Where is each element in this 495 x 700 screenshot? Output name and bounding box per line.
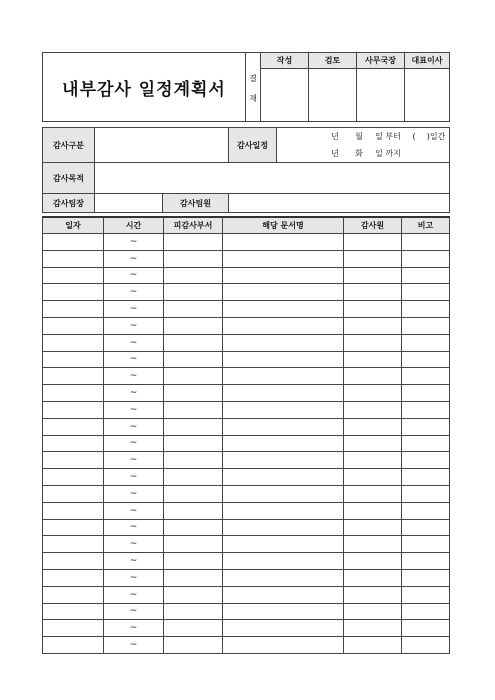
auditor-cell[interactable] bbox=[344, 234, 402, 251]
time-cell[interactable] bbox=[104, 586, 164, 603]
time-range-mark: ~ bbox=[129, 488, 138, 499]
time-cell[interactable] bbox=[104, 519, 164, 536]
document-cell[interactable] bbox=[223, 234, 344, 251]
time-cell[interactable] bbox=[104, 301, 164, 318]
date-cell[interactable] bbox=[43, 284, 104, 301]
remarks-cell[interactable] bbox=[402, 620, 450, 637]
table-row bbox=[43, 469, 450, 486]
time-cell[interactable] bbox=[104, 385, 164, 402]
date-cell[interactable] bbox=[43, 401, 104, 418]
remarks-cell[interactable] bbox=[402, 452, 450, 469]
table-row bbox=[43, 485, 450, 502]
auditor-cell[interactable] bbox=[344, 637, 402, 654]
approval-side-label: 결 재 bbox=[246, 53, 261, 122]
table-row bbox=[43, 603, 450, 620]
table-row bbox=[43, 385, 450, 402]
time-range-mark: ~ bbox=[129, 253, 138, 264]
table-row bbox=[43, 351, 450, 368]
time-cell[interactable] bbox=[104, 250, 164, 267]
time-cell[interactable] bbox=[104, 620, 164, 637]
document-cell[interactable] bbox=[223, 586, 344, 603]
date-cell[interactable] bbox=[43, 250, 104, 267]
document-cell[interactable] bbox=[223, 267, 344, 284]
info-table bbox=[42, 127, 450, 213]
auditor-cell[interactable] bbox=[344, 569, 402, 586]
audit-type-value[interactable] bbox=[95, 128, 229, 163]
date-cell[interactable] bbox=[43, 267, 104, 284]
audited-dept-cell[interactable] bbox=[164, 569, 223, 586]
remarks-cell[interactable] bbox=[402, 553, 450, 570]
col-document-header: 해당 문서명 bbox=[223, 217, 344, 234]
audited-dept-cell[interactable] bbox=[164, 284, 223, 301]
auditor-cell[interactable] bbox=[344, 586, 402, 603]
document-cell[interactable] bbox=[223, 485, 344, 502]
auditor-cell[interactable] bbox=[344, 519, 402, 536]
auditor-cell[interactable] bbox=[344, 368, 402, 385]
remarks-cell[interactable] bbox=[402, 536, 450, 553]
table-row bbox=[43, 502, 450, 519]
date-cell[interactable] bbox=[43, 418, 104, 435]
remarks-cell[interactable] bbox=[402, 250, 450, 267]
table-row bbox=[43, 250, 450, 267]
time-range-mark: ~ bbox=[129, 438, 138, 449]
table-row bbox=[43, 334, 450, 351]
date-cell[interactable] bbox=[43, 301, 104, 318]
time-cell[interactable] bbox=[104, 317, 164, 334]
time-range-mark: ~ bbox=[129, 388, 138, 399]
audited-dept-cell[interactable] bbox=[164, 385, 223, 402]
approval-col-writer: 작성 bbox=[261, 53, 309, 69]
audit-purpose-value[interactable] bbox=[95, 163, 450, 194]
auditor-cell[interactable] bbox=[344, 485, 402, 502]
header-table bbox=[42, 52, 450, 122]
time-cell[interactable] bbox=[104, 334, 164, 351]
time-range-mark: ~ bbox=[129, 556, 138, 567]
time-cell[interactable] bbox=[104, 469, 164, 486]
auditor-cell[interactable] bbox=[344, 502, 402, 519]
approval-sign-secretary[interactable] bbox=[357, 69, 405, 122]
auditor-cell[interactable] bbox=[344, 536, 402, 553]
date-cell[interactable] bbox=[43, 435, 104, 452]
auditor-cell[interactable] bbox=[344, 620, 402, 637]
date-cell[interactable] bbox=[43, 637, 104, 654]
document-cell[interactable] bbox=[223, 502, 344, 519]
remarks-cell[interactable] bbox=[402, 637, 450, 654]
audited-dept-cell[interactable] bbox=[164, 620, 223, 637]
audit-leader-label: 감사팀장 bbox=[43, 194, 95, 213]
time-range-mark: ~ bbox=[129, 287, 138, 298]
auditor-cell[interactable] bbox=[344, 469, 402, 486]
time-range-mark: ~ bbox=[129, 354, 138, 365]
audit-leader-value[interactable] bbox=[95, 194, 163, 213]
document-cell[interactable] bbox=[223, 418, 344, 435]
date-cell[interactable] bbox=[43, 334, 104, 351]
remarks-cell[interactable] bbox=[402, 435, 450, 452]
remarks-cell[interactable] bbox=[402, 284, 450, 301]
time-range-mark: ~ bbox=[129, 320, 138, 331]
table-row bbox=[43, 569, 450, 586]
audited-dept-cell[interactable] bbox=[164, 586, 223, 603]
remarks-cell[interactable] bbox=[402, 418, 450, 435]
auditor-cell[interactable] bbox=[344, 334, 402, 351]
time-range-mark: ~ bbox=[129, 539, 138, 550]
auditor-cell[interactable] bbox=[344, 284, 402, 301]
audited-dept-cell[interactable] bbox=[164, 519, 223, 536]
col-audited-dept-header: 피감사부서 bbox=[164, 217, 223, 234]
audited-dept-cell[interactable] bbox=[164, 485, 223, 502]
audited-dept-cell[interactable] bbox=[164, 267, 223, 284]
audited-dept-cell[interactable] bbox=[164, 334, 223, 351]
document-cell[interactable] bbox=[223, 250, 344, 267]
auditor-cell[interactable] bbox=[344, 317, 402, 334]
auditor-cell[interactable] bbox=[344, 301, 402, 318]
audited-dept-cell[interactable] bbox=[164, 401, 223, 418]
document-cell[interactable] bbox=[223, 637, 344, 654]
auditor-cell[interactable] bbox=[344, 401, 402, 418]
document-cell[interactable] bbox=[223, 334, 344, 351]
remarks-cell[interactable] bbox=[402, 368, 450, 385]
date-cell[interactable] bbox=[43, 553, 104, 570]
table-row bbox=[43, 452, 450, 469]
time-range-mark: ~ bbox=[129, 505, 138, 516]
document-cell[interactable] bbox=[223, 603, 344, 620]
time-range-mark: ~ bbox=[129, 270, 138, 281]
time-cell[interactable] bbox=[104, 234, 164, 251]
remarks-cell[interactable] bbox=[402, 569, 450, 586]
date-cell[interactable] bbox=[43, 234, 104, 251]
auditor-cell[interactable] bbox=[344, 603, 402, 620]
remarks-cell[interactable] bbox=[402, 519, 450, 536]
time-range-mark: ~ bbox=[129, 522, 138, 533]
auditor-cell[interactable] bbox=[344, 553, 402, 570]
date-cell[interactable] bbox=[43, 469, 104, 486]
date-cell[interactable] bbox=[43, 586, 104, 603]
table-row bbox=[43, 536, 450, 553]
col-time-header: 시간 bbox=[104, 217, 164, 234]
table-row bbox=[43, 301, 450, 318]
time-cell[interactable] bbox=[104, 569, 164, 586]
time-cell[interactable] bbox=[104, 418, 164, 435]
document-cell[interactable] bbox=[223, 301, 344, 318]
time-range-mark: ~ bbox=[129, 640, 138, 651]
audit-member-value[interactable] bbox=[229, 194, 450, 213]
time-range-mark: ~ bbox=[129, 371, 138, 382]
audited-dept-cell[interactable] bbox=[164, 250, 223, 267]
approval-col-review: 검토 bbox=[309, 53, 357, 69]
document-cell[interactable] bbox=[223, 536, 344, 553]
audited-dept-cell[interactable] bbox=[164, 502, 223, 519]
remarks-cell[interactable] bbox=[402, 586, 450, 603]
date-cell[interactable] bbox=[43, 368, 104, 385]
time-range-mark: ~ bbox=[129, 236, 138, 247]
table-row bbox=[43, 284, 450, 301]
time-cell[interactable] bbox=[104, 267, 164, 284]
audited-dept-cell[interactable] bbox=[164, 351, 223, 368]
audit-plan-form bbox=[42, 52, 449, 654]
date-cell[interactable] bbox=[43, 385, 104, 402]
remarks-cell[interactable] bbox=[402, 351, 450, 368]
schedule-list-body bbox=[43, 234, 450, 654]
time-range-mark: ~ bbox=[129, 606, 138, 617]
document-cell[interactable] bbox=[223, 553, 344, 570]
schedule-list-table bbox=[42, 216, 450, 654]
time-cell[interactable] bbox=[104, 637, 164, 654]
approval-sign-review[interactable] bbox=[309, 69, 357, 122]
date-cell[interactable] bbox=[43, 502, 104, 519]
audited-dept-cell[interactable] bbox=[164, 368, 223, 385]
auditor-cell[interactable] bbox=[344, 418, 402, 435]
time-range-mark: ~ bbox=[129, 421, 138, 432]
remarks-cell[interactable] bbox=[402, 485, 450, 502]
remarks-cell[interactable] bbox=[402, 267, 450, 284]
audited-dept-cell[interactable] bbox=[164, 317, 223, 334]
table-row bbox=[43, 418, 450, 435]
audited-dept-cell[interactable] bbox=[164, 435, 223, 452]
audited-dept-cell[interactable] bbox=[164, 418, 223, 435]
document-cell[interactable] bbox=[223, 284, 344, 301]
remarks-cell[interactable] bbox=[402, 234, 450, 251]
col-remarks-header: 비고 bbox=[402, 217, 450, 234]
date-cell[interactable] bbox=[43, 620, 104, 637]
remarks-cell[interactable] bbox=[402, 385, 450, 402]
date-cell[interactable] bbox=[43, 351, 104, 368]
remarks-cell[interactable] bbox=[402, 334, 450, 351]
remarks-cell[interactable] bbox=[402, 401, 450, 418]
audited-dept-cell[interactable] bbox=[164, 536, 223, 553]
auditor-cell[interactable] bbox=[344, 267, 402, 284]
time-range-mark: ~ bbox=[129, 304, 138, 315]
document-cell[interactable] bbox=[223, 368, 344, 385]
time-cell[interactable] bbox=[104, 368, 164, 385]
document-cell[interactable] bbox=[223, 351, 344, 368]
audited-dept-cell[interactable] bbox=[164, 469, 223, 486]
table-row bbox=[43, 586, 450, 603]
audit-member-label: 감사팀원 bbox=[163, 194, 229, 213]
time-cell[interactable] bbox=[104, 284, 164, 301]
time-range-mark: ~ bbox=[129, 589, 138, 600]
time-range-mark: ~ bbox=[129, 455, 138, 466]
time-cell[interactable] bbox=[104, 452, 164, 469]
table-row bbox=[43, 317, 450, 334]
time-range-mark: ~ bbox=[129, 472, 138, 483]
auditor-cell[interactable] bbox=[344, 385, 402, 402]
approval-sign-ceo[interactable] bbox=[405, 69, 450, 122]
document-title: 내부감사 일정계획서 bbox=[43, 53, 246, 122]
schedule-line-start: 년 월 일 부터 ( )일간 bbox=[331, 132, 446, 141]
audited-dept-cell[interactable] bbox=[164, 234, 223, 251]
time-cell[interactable] bbox=[104, 351, 164, 368]
auditor-cell[interactable] bbox=[344, 452, 402, 469]
table-row bbox=[43, 553, 450, 570]
table-row bbox=[43, 368, 450, 385]
date-cell[interactable] bbox=[43, 317, 104, 334]
document-cell[interactable] bbox=[223, 452, 344, 469]
remarks-cell[interactable] bbox=[402, 603, 450, 620]
approval-sign-writer[interactable] bbox=[261, 69, 309, 122]
table-row bbox=[43, 267, 450, 284]
audit-schedule-value[interactable] bbox=[277, 128, 450, 163]
document-cell[interactable] bbox=[223, 469, 344, 486]
document-cell[interactable] bbox=[223, 435, 344, 452]
date-cell[interactable] bbox=[43, 603, 104, 620]
table-row bbox=[43, 234, 450, 251]
table-row bbox=[43, 435, 450, 452]
col-auditor-header: 감사원 bbox=[344, 217, 402, 234]
document-cell[interactable] bbox=[223, 519, 344, 536]
audit-schedule-label: 감사일정 bbox=[229, 128, 277, 163]
audited-dept-cell[interactable] bbox=[164, 553, 223, 570]
audited-dept-cell[interactable] bbox=[164, 637, 223, 654]
table-row bbox=[43, 519, 450, 536]
auditor-cell[interactable] bbox=[344, 250, 402, 267]
date-cell[interactable] bbox=[43, 519, 104, 536]
time-cell[interactable] bbox=[104, 401, 164, 418]
schedule-line-end: 년 화 일 까지 bbox=[331, 149, 401, 158]
remarks-cell[interactable] bbox=[402, 317, 450, 334]
time-range-mark: ~ bbox=[129, 337, 138, 348]
audit-purpose-label: 감사목적 bbox=[43, 163, 95, 194]
remarks-cell[interactable] bbox=[402, 502, 450, 519]
table-row bbox=[43, 637, 450, 654]
time-cell[interactable] bbox=[104, 502, 164, 519]
approval-col-secretary: 사무국장 bbox=[357, 53, 405, 69]
audited-dept-cell[interactable] bbox=[164, 603, 223, 620]
auditor-cell[interactable] bbox=[344, 351, 402, 368]
auditor-cell[interactable] bbox=[344, 435, 402, 452]
time-cell[interactable] bbox=[104, 485, 164, 502]
table-row bbox=[43, 401, 450, 418]
time-cell[interactable] bbox=[104, 435, 164, 452]
date-cell[interactable] bbox=[43, 485, 104, 502]
document-cell[interactable] bbox=[223, 569, 344, 586]
approval-col-ceo: 대표이사 bbox=[405, 53, 450, 69]
time-cell[interactable] bbox=[104, 603, 164, 620]
time-range-mark: ~ bbox=[129, 404, 138, 415]
remarks-cell[interactable] bbox=[402, 301, 450, 318]
date-cell[interactable] bbox=[43, 536, 104, 553]
audited-dept-cell[interactable] bbox=[164, 452, 223, 469]
time-range-mark: ~ bbox=[129, 572, 138, 583]
document-cell[interactable] bbox=[223, 401, 344, 418]
document-cell[interactable] bbox=[223, 620, 344, 637]
audit-type-label: 감사구분 bbox=[43, 128, 95, 163]
document-cell[interactable] bbox=[223, 317, 344, 334]
date-cell[interactable] bbox=[43, 569, 104, 586]
document-cell[interactable] bbox=[223, 385, 344, 402]
table-row bbox=[43, 620, 450, 637]
audited-dept-cell[interactable] bbox=[164, 301, 223, 318]
time-cell[interactable] bbox=[104, 536, 164, 553]
time-cell[interactable] bbox=[104, 553, 164, 570]
remarks-cell[interactable] bbox=[402, 469, 450, 486]
col-date-header: 일자 bbox=[43, 217, 104, 234]
date-cell[interactable] bbox=[43, 452, 104, 469]
time-range-mark: ~ bbox=[129, 623, 138, 634]
